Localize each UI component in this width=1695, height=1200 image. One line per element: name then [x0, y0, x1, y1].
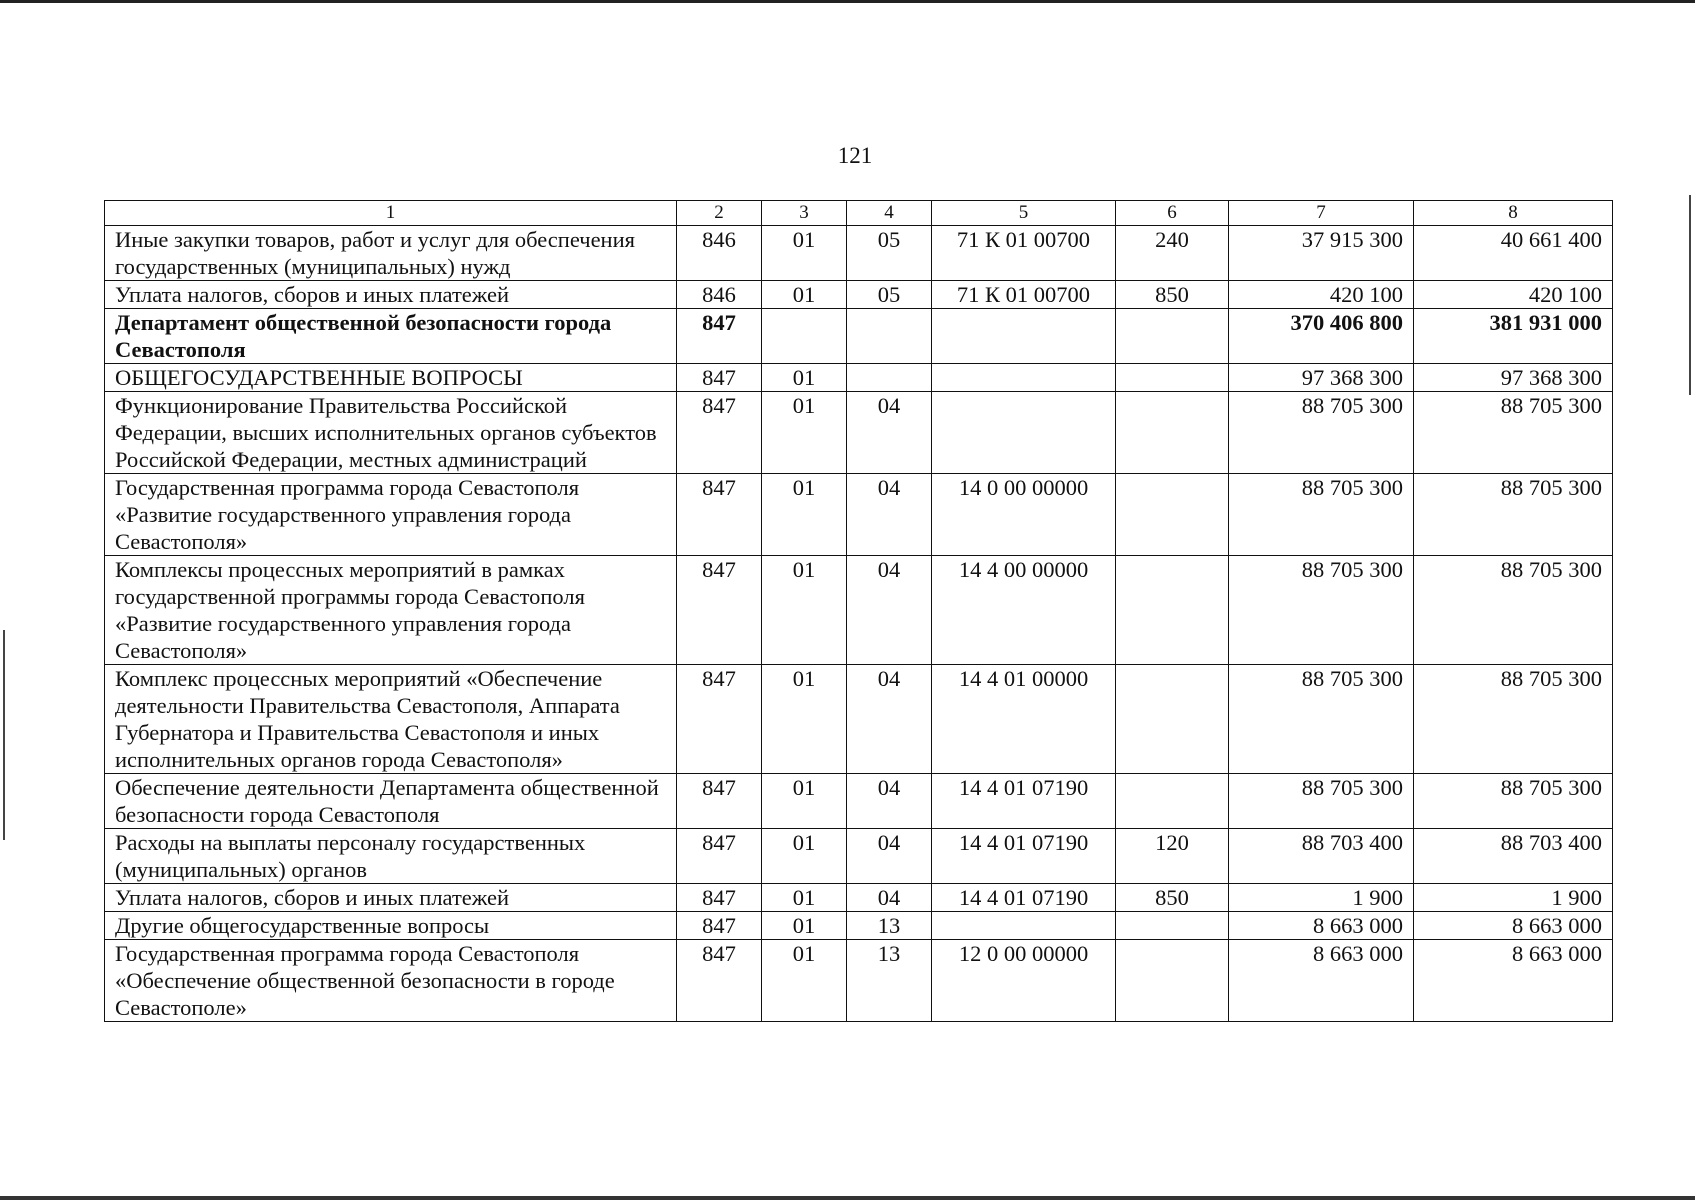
row-target-article	[932, 309, 1116, 364]
row-amount-col7: 8 663 000	[1229, 940, 1414, 1022]
row-section-code: 01	[762, 474, 847, 556]
column-header: 6	[1116, 201, 1229, 226]
row-subsection-code	[847, 309, 932, 364]
column-header: 2	[677, 201, 762, 226]
row-section-code: 01	[762, 364, 847, 392]
row-subsection-code: 04	[847, 556, 932, 665]
row-ministry-code: 846	[677, 226, 762, 281]
row-section-code: 01	[762, 392, 847, 474]
row-name: ОБЩЕГОСУДАРСТВЕННЫЕ ВОПРОСЫ	[105, 364, 677, 392]
row-name: Государственная программа города Севастополя «Обеспечение общественной безопасности в городе Севастополе»	[105, 940, 677, 1022]
row-name: Департамент общественной безопасности города Севастополя	[105, 309, 677, 364]
row-amount-col7: 88 705 300	[1229, 774, 1414, 829]
row-section-code: 01	[762, 556, 847, 665]
column-header: 1	[105, 201, 677, 226]
header-row	[105, 201, 1613, 226]
row-amount-col7: 1 900	[1229, 884, 1414, 912]
row-subsection-code: 13	[847, 912, 932, 940]
row-expense-type	[1116, 392, 1229, 474]
row-expense-type	[1116, 665, 1229, 774]
row-amount-col7: 37 915 300	[1229, 226, 1414, 281]
table-row	[105, 474, 1613, 556]
row-amount-col7: 370 406 800	[1229, 309, 1414, 364]
table-row	[105, 940, 1613, 1022]
row-subsection-code: 04	[847, 884, 932, 912]
row-section-code	[762, 309, 847, 364]
row-section-code: 01	[762, 940, 847, 1022]
column-header: 3	[762, 201, 847, 226]
row-amount-col8: 88 705 300	[1414, 392, 1613, 474]
row-ministry-code: 847	[677, 474, 762, 556]
row-expense-type	[1116, 309, 1229, 364]
row-name: Комплексы процессных мероприятий в рамках государственной программы города Севастополя «Развитие государственного управления города Севастополя»	[105, 556, 677, 665]
row-amount-col8: 420 100	[1414, 281, 1613, 309]
row-name: Уплата налогов, сборов и иных платежей	[105, 884, 677, 912]
column-header: 8	[1414, 201, 1613, 226]
row-target-article: 14 0 00 00000	[932, 474, 1116, 556]
table-row	[105, 912, 1613, 940]
table-row	[105, 281, 1613, 309]
row-name: Другие общегосударственные вопросы	[105, 912, 677, 940]
row-amount-col8: 88 705 300	[1414, 774, 1613, 829]
page-number: 121	[837, 143, 873, 168]
table-row	[105, 364, 1613, 392]
row-subsection-code: 04	[847, 774, 932, 829]
row-name: Иные закупки товаров, работ и услуг для обеспечения государственных (муниципальных) нужд	[105, 226, 677, 281]
row-amount-col7: 88 705 300	[1229, 474, 1414, 556]
row-ministry-code: 847	[677, 912, 762, 940]
row-amount-col7: 8 663 000	[1229, 912, 1414, 940]
table-row	[105, 309, 1613, 364]
row-ministry-code: 847	[677, 940, 762, 1022]
row-amount-col7: 88 703 400	[1229, 829, 1414, 884]
row-expense-type: 240	[1116, 226, 1229, 281]
row-ministry-code: 847	[677, 556, 762, 665]
row-amount-col7: 88 705 300	[1229, 665, 1414, 774]
row-ministry-code: 846	[677, 281, 762, 309]
row-target-article	[932, 392, 1116, 474]
row-subsection-code: 05	[847, 226, 932, 281]
table-row	[105, 226, 1613, 281]
row-expense-type: 120	[1116, 829, 1229, 884]
row-expense-type: 850	[1116, 884, 1229, 912]
row-section-code: 01	[762, 829, 847, 884]
row-target-article: 14 4 01 07190	[932, 829, 1116, 884]
row-amount-col8: 40 661 400	[1414, 226, 1613, 281]
row-amount-col7: 420 100	[1229, 281, 1414, 309]
row-expense-type	[1116, 912, 1229, 940]
row-ministry-code: 847	[677, 884, 762, 912]
row-amount-col8: 88 705 300	[1414, 474, 1613, 556]
row-amount-col8: 1 900	[1414, 884, 1613, 912]
row-name: Обеспечение деятельности Департамента общественной безопасности города Севастополя	[105, 774, 677, 829]
table-row	[105, 392, 1613, 474]
row-ministry-code: 847	[677, 309, 762, 364]
scan-edge-right	[1689, 195, 1691, 395]
row-name: Государственная программа города Севастополя «Развитие государственного управления города Севастополя»	[105, 474, 677, 556]
row-ministry-code: 847	[677, 665, 762, 774]
row-target-article: 14 4 01 00000	[932, 665, 1116, 774]
row-name: Функционирование Правительства Российской Федерации, высших исполнительных органов субъектов Российской Федерации, местных администраций	[105, 392, 677, 474]
row-target-article: 71 К 01 00700	[932, 226, 1116, 281]
row-expense-type	[1116, 774, 1229, 829]
column-header: 4	[847, 201, 932, 226]
row-section-code: 01	[762, 281, 847, 309]
table-row	[105, 556, 1613, 665]
table-row	[105, 774, 1613, 829]
row-ministry-code: 847	[677, 829, 762, 884]
row-amount-col8: 8 663 000	[1414, 912, 1613, 940]
budget-table	[104, 200, 1613, 1022]
row-subsection-code: 04	[847, 829, 932, 884]
row-expense-type	[1116, 474, 1229, 556]
row-section-code: 01	[762, 912, 847, 940]
row-expense-type	[1116, 940, 1229, 1022]
row-amount-col7: 88 705 300	[1229, 556, 1414, 665]
row-expense-type: 850	[1116, 281, 1229, 309]
row-section-code: 01	[762, 884, 847, 912]
row-name: Уплата налогов, сборов и иных платежей	[105, 281, 677, 309]
row-amount-col8: 88 705 300	[1414, 665, 1613, 774]
row-amount-col8: 97 368 300	[1414, 364, 1613, 392]
row-target-article	[932, 912, 1116, 940]
row-expense-type	[1116, 364, 1229, 392]
row-subsection-code: 05	[847, 281, 932, 309]
row-subsection-code: 04	[847, 392, 932, 474]
row-amount-col7: 88 705 300	[1229, 392, 1414, 474]
column-header: 5	[932, 201, 1116, 226]
table-row	[105, 829, 1613, 884]
scan-border-bottom	[0, 1196, 1695, 1200]
row-target-article: 12 0 00 00000	[932, 940, 1116, 1022]
scan-edge-left	[3, 630, 5, 840]
scan-border-top	[0, 0, 1695, 3]
table-row	[105, 665, 1613, 774]
row-section-code: 01	[762, 665, 847, 774]
row-section-code: 01	[762, 226, 847, 281]
row-ministry-code: 847	[677, 364, 762, 392]
row-subsection-code: 04	[847, 665, 932, 774]
table-row	[105, 884, 1613, 912]
row-subsection-code: 04	[847, 474, 932, 556]
row-name: Расходы на выплаты персоналу государственных (муниципальных) органов	[105, 829, 677, 884]
row-target-article	[932, 364, 1116, 392]
row-section-code: 01	[762, 774, 847, 829]
row-amount-col8: 88 705 300	[1414, 556, 1613, 665]
row-amount-col7: 97 368 300	[1229, 364, 1414, 392]
row-name: Комплекс процессных мероприятий «Обеспечение деятельности Правительства Севастополя, Аппарата Губернатора и Правительства Севастополя и иных исполнительных органов города Севастополя»	[105, 665, 677, 774]
row-target-article: 14 4 00 00000	[932, 556, 1116, 665]
row-target-article: 14 4 01 07190	[932, 774, 1116, 829]
row-target-article: 71 К 01 00700	[932, 281, 1116, 309]
column-header: 7	[1229, 201, 1414, 226]
row-amount-col8: 8 663 000	[1414, 940, 1613, 1022]
row-subsection-code: 13	[847, 940, 932, 1022]
row-target-article: 14 4 01 07190	[932, 884, 1116, 912]
row-expense-type	[1116, 556, 1229, 665]
row-amount-col8: 381 931 000	[1414, 309, 1613, 364]
row-amount-col8: 88 703 400	[1414, 829, 1613, 884]
row-ministry-code: 847	[677, 774, 762, 829]
row-subsection-code	[847, 364, 932, 392]
row-ministry-code: 847	[677, 392, 762, 474]
